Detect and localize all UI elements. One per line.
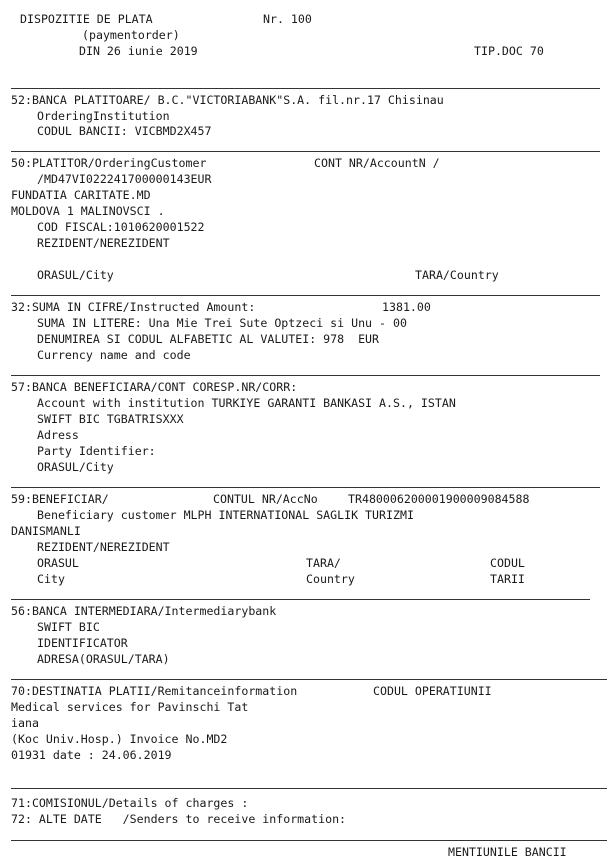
section-59-title: 59:BENEFICIAR/	[11, 492, 109, 506]
doc-number: Nr. 100	[263, 12, 312, 26]
divider	[11, 599, 590, 600]
section-32-words: SUMA IN LITERE: Una Mie Trei Sute Optzeci si Unu - 00	[37, 316, 407, 330]
section-57-line: Party Identifier:	[37, 444, 156, 458]
section-50-country: TARA/Country	[415, 268, 499, 282]
section-59-line: Beneficiary customer MLPH INTERNATIONAL SAGLIK TURIZMI	[37, 508, 414, 522]
section-59-tarii: TARII	[490, 572, 525, 586]
section-57-title: 57:BANCA BENEFICIARA/CONT CORESP.NR/CORR:	[11, 380, 298, 394]
section-50-fiscal: COD FISCAL:1010620001522	[37, 220, 205, 234]
section-52-line: OrderingInstitution	[37, 109, 170, 123]
section-59-orasul: ORASUL	[37, 556, 79, 570]
section-72-other: 72: ALTE DATE /Senders to receive information:	[11, 812, 347, 826]
section-50-account-label: CONT NR/AccountN /	[314, 156, 440, 170]
section-59-codul: CODUL	[490, 556, 525, 570]
doc-subtitle: (paymentorder)	[82, 28, 180, 42]
section-50-resident: REZIDENT/NEREZIDENT	[37, 236, 170, 250]
doc-date: DIN 26 iunie 2019	[79, 44, 198, 58]
doc-type: TIP.DOC 70	[474, 44, 544, 58]
section-32-amount: 1381.00	[382, 300, 431, 314]
section-59-line: DANISMANLI	[11, 524, 81, 538]
section-56-title: 56:BANCA INTERMEDIARA/Intermediarybank	[11, 604, 277, 618]
section-59-city: City	[37, 572, 65, 586]
section-70-line: Medical services for Pavinschi Tat	[11, 700, 249, 714]
divider	[11, 295, 600, 296]
section-59-resident: REZIDENT/NEREZIDENT	[37, 540, 170, 554]
section-59-tara: TARA/	[306, 556, 341, 570]
section-71-charges: 71:COMISIONUL/Details of charges :	[11, 796, 249, 810]
section-50-account: /MD47VI022241700000143EUR	[37, 172, 212, 186]
section-56-line: ADRESA(ORASUL/TARA)	[37, 652, 170, 666]
section-56-line: SWIFT BIC	[37, 620, 100, 634]
divider	[11, 840, 607, 841]
section-32-currency-label: Currency name and code	[37, 348, 191, 362]
section-59-account-label: CONTUL NR/AccNo	[213, 492, 318, 506]
section-70-line: 01931 date : 24.06.2019	[11, 748, 172, 762]
section-59-country: Country	[306, 572, 355, 586]
section-57-city: ORASUL/City	[37, 460, 114, 474]
section-57-line: Adress	[37, 428, 79, 442]
section-70-title: 70:DESTINATIA PLATII/Remitanceinformation	[11, 684, 298, 698]
divider	[11, 88, 600, 89]
section-56-line: IDENTIFICATOR	[37, 636, 128, 650]
divider	[11, 151, 600, 152]
divider	[11, 487, 600, 488]
section-70-code-label: CODUL OPERATIUNII	[373, 684, 492, 698]
section-50-name: FUNDATIA CARITATE.MD	[11, 188, 151, 202]
section-52-title: 52:BANCA PLATITOARE/ B.C."VICTORIABANK"S.A. fil.nr.17 Chisinau	[11, 93, 444, 107]
divider	[11, 375, 600, 376]
section-32-title: 32:SUMA IN CIFRE/Instructed Amount:	[11, 300, 256, 314]
divider	[11, 679, 607, 680]
section-70-line: (Koc Univ.Hosp.) Invoice No.MD2	[11, 732, 228, 746]
doc-title: DISPOZITIE DE PLATA	[20, 12, 153, 26]
divider	[11, 788, 607, 789]
section-50-title: 50:PLATITOR/OrderingCustomer	[11, 156, 207, 170]
section-50-address: MOLDOVA 1 MALINOVSCI .	[11, 204, 165, 218]
section-57-swift: SWIFT BIC TGBATRISXXX	[37, 412, 184, 426]
section-50-city: ORASUL/City	[37, 268, 114, 282]
section-59-account: TR480006200001900009084588	[348, 492, 530, 506]
bank-notes-label: MENTIUNILE BANCII	[448, 845, 567, 859]
section-32-currency: DENUMIREA SI CODUL ALFABETIC AL VALUTEI: 978 EUR	[37, 332, 380, 346]
section-52-bank-code: CODUL BANCII: VICBMD2X457	[37, 124, 212, 138]
section-57-line: Account with institution TURKIYE GARANTI BANKASI A.S., ISTAN	[37, 396, 456, 410]
section-70-line: iana	[11, 716, 39, 730]
